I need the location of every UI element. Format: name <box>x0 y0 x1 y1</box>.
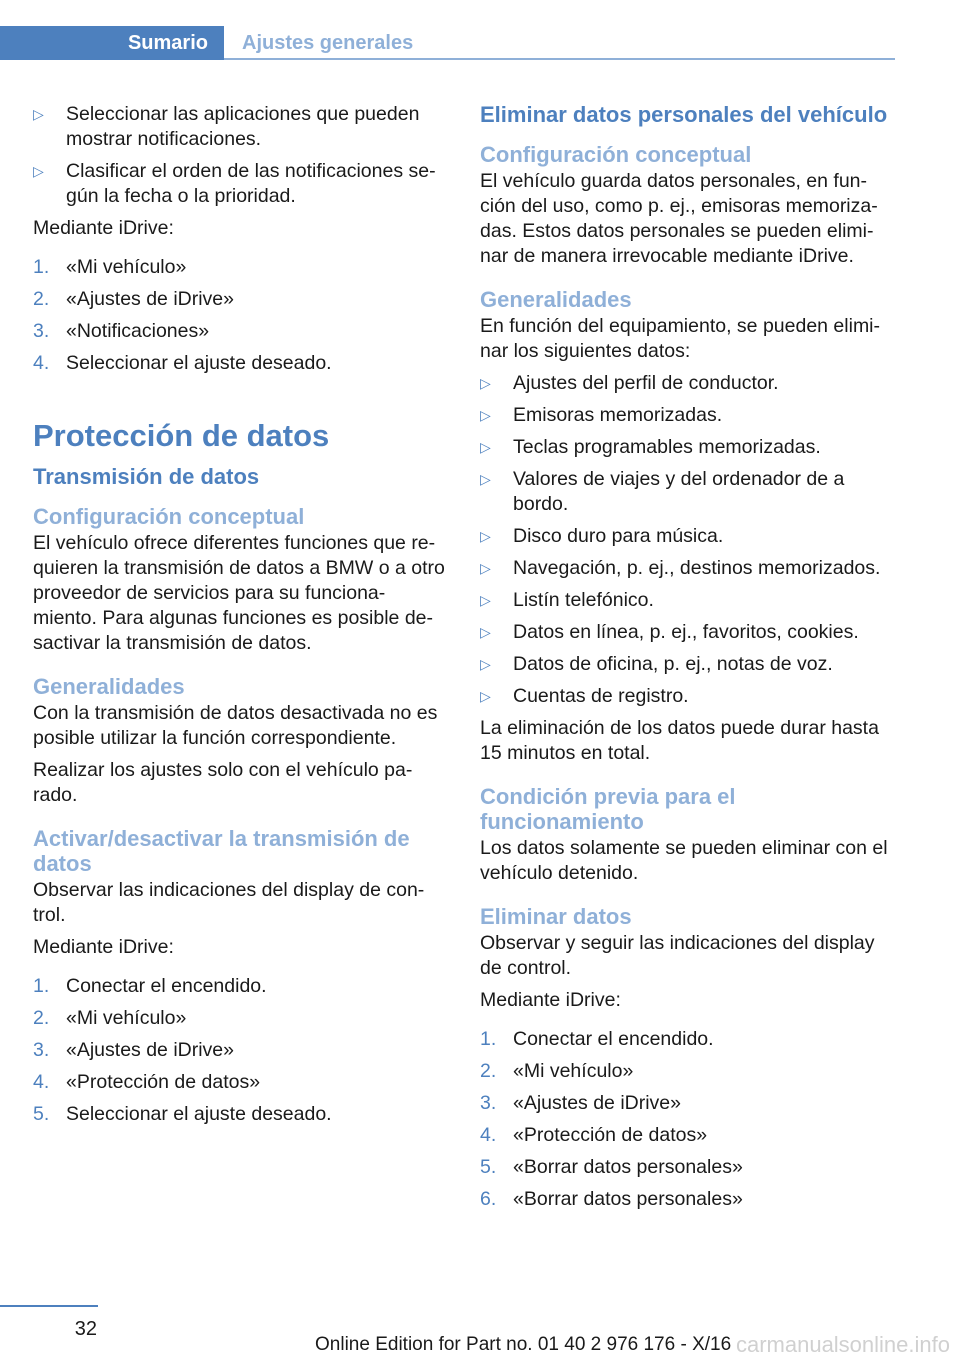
list-item: 3. «Ajustes de iDrive» <box>480 1092 681 1114</box>
section-title-eliminar: Eliminar datos personales del vehículo <box>480 102 888 127</box>
paragraph-duracion: La eliminación de los datos puede durar hasta 15 minutos en total. <box>480 717 879 764</box>
triangle-bullet-icon: ▷ <box>480 439 491 455</box>
heading-configuracion: Configuración conceptual <box>33 504 305 529</box>
list-item: 3. «Ajustes de iDrive» <box>33 1039 234 1061</box>
triangle-bullet-icon: ▷ <box>33 163 44 179</box>
section-title-proteccion: Protección de datos <box>33 418 330 453</box>
list-item: 4. «Protección de datos» <box>33 1071 261 1093</box>
triangle-bullet-icon: ▷ <box>33 106 44 122</box>
list-item: 1. Conectar el encendido. <box>33 975 267 997</box>
list-item: ▷ Disco duro para música. <box>480 525 724 547</box>
right-column <box>480 102 896 1219</box>
triangle-bullet-icon: ▷ <box>480 688 491 704</box>
subsection-transmision: Transmisión de datos <box>33 464 260 489</box>
list-item: 3. «Notificaciones» <box>33 320 210 342</box>
triangle-bullet-icon: ▷ <box>480 471 491 487</box>
tab-sumario[interactable]: Sumario <box>0 26 224 60</box>
list-item: ▷ Valores de viajes y del ordenador de a bordo. <box>480 468 845 515</box>
idrive-label: Mediante iDrive: <box>33 217 174 239</box>
page-header <box>0 26 895 60</box>
list-item: 2. «Ajustes de iDrive» <box>33 288 234 310</box>
idrive-label: Mediante iDrive: <box>33 936 174 958</box>
paragraph-generalidades-2: Realizar los ajustes solo con el vehículo pa-rado. <box>33 759 413 806</box>
transmission-steps <box>33 974 445 1127</box>
triangle-bullet-icon: ▷ <box>480 375 491 391</box>
list-item: 5. Seleccionar el ajuste deseado. <box>33 1103 332 1125</box>
heading-eliminar-datos: Eliminar datos <box>480 904 632 929</box>
edition-note: Online Edition for Part no. 01 40 2 976 176 - X/16 <box>315 1334 732 1355</box>
list-item: ▷ Listín telefónico. <box>480 589 654 611</box>
notification-bullet-list <box>33 102 445 209</box>
list-item: ▷ Navegación, p. ej., destinos memorizados. <box>480 557 881 579</box>
triangle-bullet-icon: ▷ <box>480 528 491 544</box>
list-item: 1. Conectar el encendido. <box>480 1028 714 1050</box>
list-item: 2. «Mi vehículo» <box>480 1060 634 1082</box>
list-item: ▷ Ajustes del perfil de conductor. <box>480 372 779 394</box>
triangle-bullet-icon: ▷ <box>480 560 491 576</box>
list-item: ▷ Emisoras memorizadas. <box>480 404 723 426</box>
watermark: carmanualsonline.info <box>735 1332 950 1357</box>
list-item: 5. «Borrar datos personales» <box>480 1156 743 1178</box>
triangle-bullet-icon: ▷ <box>480 656 491 672</box>
list-item: ▷ Clasificar el orden de las notificaciones se-gún la fecha o la prioridad. <box>33 160 436 207</box>
paragraph-eliminar: Observar y seguir las indicaciones del display de control. <box>480 932 875 979</box>
paragraph-activar: Observar las indicaciones del display de con-trol. <box>33 879 425 926</box>
triangle-bullet-icon: ▷ <box>480 624 491 640</box>
heading-generalidades: Generalidades <box>480 287 632 312</box>
list-item: ▷ Cuentas de registro. <box>480 685 689 707</box>
triangle-bullet-icon: ▷ <box>480 407 491 423</box>
notification-steps <box>33 255 445 376</box>
left-column <box>33 102 445 1134</box>
header-rule <box>224 58 895 60</box>
paragraph-generalidades-1: Con la transmisión de datos desactivada no es posible utilizar la función correspondiente. <box>33 702 438 749</box>
tab-ajustes-generales[interactable]: Ajustes generales <box>242 31 414 54</box>
triangle-bullet-icon: ▷ <box>480 592 491 608</box>
heading-generalidades: Generalidades <box>33 674 185 699</box>
list-item: 4. «Protección de datos» <box>480 1124 708 1146</box>
list-item: 1. «Mi vehículo» <box>33 256 187 278</box>
list-item: ▷ Datos en línea, p. ej., favoritos, cookies. <box>480 621 859 643</box>
list-item: 2. «Mi vehículo» <box>33 1007 187 1029</box>
deletable-data-list <box>480 371 896 709</box>
header-rule-active <box>0 58 224 60</box>
paragraph-condicion: Los datos solamente se pueden eliminar con el vehículo detenido. <box>480 837 888 884</box>
heading-activar: Activar/desactivar la transmisión de datos <box>33 826 410 876</box>
list-item: 6. «Borrar datos personales» <box>480 1188 743 1210</box>
list-item: ▷ Teclas programables memorizadas. <box>480 436 821 458</box>
delete-steps <box>480 1027 896 1212</box>
list-item: ▷ Datos de oficina, p. ej., notas de voz. <box>480 653 833 675</box>
list-item: ▷ Seleccionar las aplicaciones que pueden mostrar notificaciones. <box>33 103 420 150</box>
footer-rule <box>0 1305 98 1307</box>
heading-configuracion: Configuración conceptual <box>480 142 752 167</box>
list-item: 4. Seleccionar el ajuste deseado. <box>33 352 332 374</box>
heading-condicion: Condición previa para el funcionamiento <box>480 784 736 834</box>
idrive-label: Mediante iDrive: <box>480 989 621 1011</box>
page-number: 32 <box>74 1318 97 1340</box>
paragraph-generalidades: En función del equipamiento, se pueden elimi-nar los siguientes datos: <box>480 315 881 362</box>
paragraph-configuracion: El vehículo guarda datos personales, en fun-ción del uso, como p. ej., emisoras memoriza-das. Estos datos personales se pueden elimi-nar de manera irrevocable mediante iDrive. <box>480 170 878 267</box>
paragraph-configuracion: El vehículo ofrece diferentes funciones que re-quieren la transmisión de datos a BMW o a otro proveedor de servicios para su funciona-miento. Para algunas funciones es posible de-sactivar la transmisión de datos. <box>33 532 445 654</box>
